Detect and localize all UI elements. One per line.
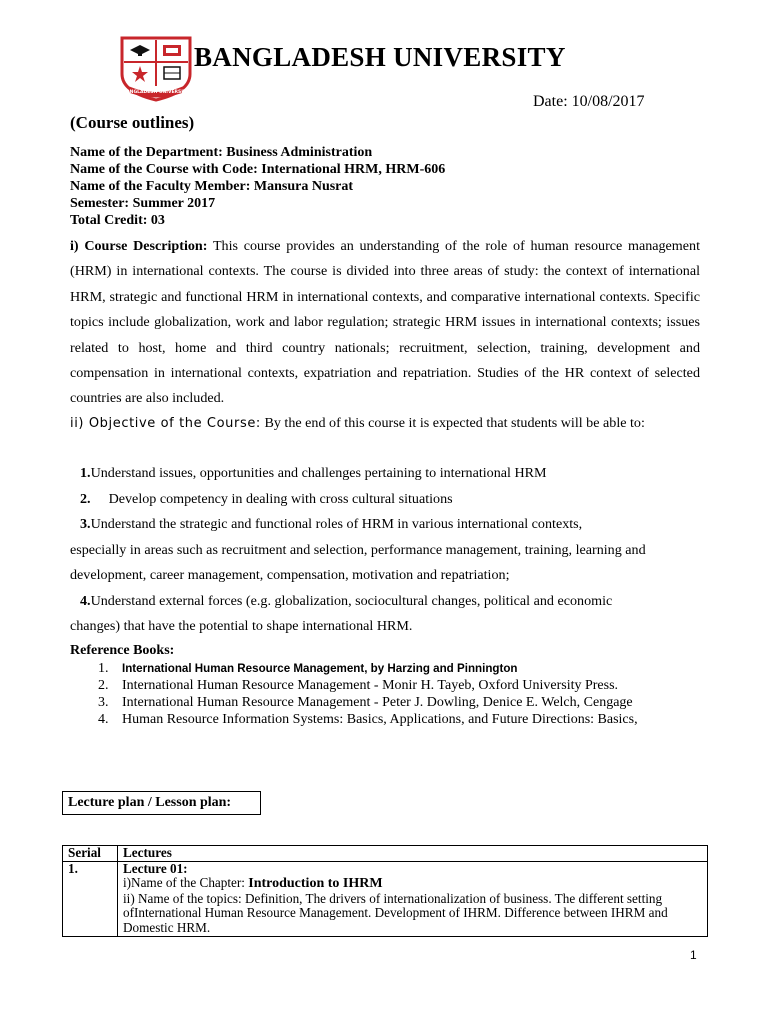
university-name: BANGLADESH UNIVERSITY — [194, 42, 566, 72]
objective-item: 1.Understand issues, opportunities and challenges pertaining to international HRM — [80, 465, 547, 481]
table-row — [63, 861, 708, 936]
lecture-plan-label: Lecture plan / Lesson plan: — [62, 791, 261, 815]
objective-item: 2. Develop competency in dealing with cross cultural situations — [80, 491, 453, 507]
table-header-row — [63, 846, 708, 862]
row-serial: 1. — [68, 860, 78, 876]
objective-item: 4.Understand external forces (e.g. globalization, sociocultural changes, political and economic — [80, 593, 613, 609]
description-text: This course provides an understanding of the role of human resource management (HRM) in international contexts. The course is divided into three areas of study: the context of international HRM, strategic and functional HRM in international contexts, and comparative international contexts. Specific topics include globalization, work and labor regulation; strategic HRM issues in international contexts; issues related to host, home and third country nationals; recruitment, selection, training, development and compensation in international contexts, expatriation and repatriation. Studies of the HR context of selected countries are also included. — [70, 238, 700, 407]
lecture-topics: ii) Name of the topics: Definition, The drivers of internationalization of business. The different setting ofInternational Human Resource Management. Development of IHRM. Difference between IHRM and Domestic HRM. — [123, 890, 668, 935]
objective-heading: ii) Objective of the Course: — [70, 416, 261, 431]
document-date: Date: 10/08/2017 — [533, 93, 645, 110]
reference-heading: Reference Books: — [70, 643, 175, 658]
reference-item: 1. International Human Resource Management, by Harzing and Pinnington — [98, 661, 518, 676]
page-number: 1 — [690, 948, 697, 962]
chapter-name: Introduction to IHRM — [248, 876, 383, 892]
lecture-table — [62, 845, 708, 937]
lecture-title: Lecture 01: — [123, 860, 188, 876]
chapter-label: i)Name of the Chapter: — [123, 875, 245, 891]
serial-header: Serial — [68, 845, 101, 860]
semester: Semester: Summer 2017 — [70, 196, 216, 211]
logo-caption: BANGLADESH UNIVERSITY — [122, 90, 190, 95]
university-logo — [118, 36, 194, 102]
objective-item-continuation: changes) that have the potential to shape international HRM. — [70, 618, 413, 634]
faculty-member: Name of the Faculty Member: Mansura Nusrat — [70, 179, 354, 194]
department: Name of the Department: Business Administration — [70, 145, 373, 160]
reference-item: 4. Human Resource Information Systems: Basics, Applications, and Future Directions: Basics, — [98, 711, 638, 727]
reference-item: 3. International Human Resource Management - Peter J. Dowling, Denice E. Welch, Cengage — [98, 694, 633, 710]
course-name: Name of the Course with Code: International HRM, HRM-606 — [70, 162, 446, 177]
objective-intro: By the end of this course it is expected that students will be able to: — [264, 415, 645, 431]
reference-item: 2. International Human Resource Management - Monir H. Tayeb, Oxford University Press. — [98, 678, 619, 693]
reference-list — [70, 660, 668, 728]
course-objective — [70, 411, 700, 436]
lectures-header: Lectures — [123, 845, 172, 860]
course-info — [70, 144, 445, 229]
objective-item-continuation: especially in areas such as recruitment and selection, performance management, training, learning and development, career management, compensation, motivation and repatriation; — [70, 542, 646, 584]
course-description — [70, 234, 700, 412]
document-type-heading: (Course outlines) — [70, 113, 195, 132]
description-heading: i) Course Description: — [70, 238, 208, 254]
total-credit: Total Credit: 03 — [70, 213, 165, 228]
objective-item: 3.Understand the strategic and functional roles of HRM in various international contexts, — [80, 516, 583, 532]
